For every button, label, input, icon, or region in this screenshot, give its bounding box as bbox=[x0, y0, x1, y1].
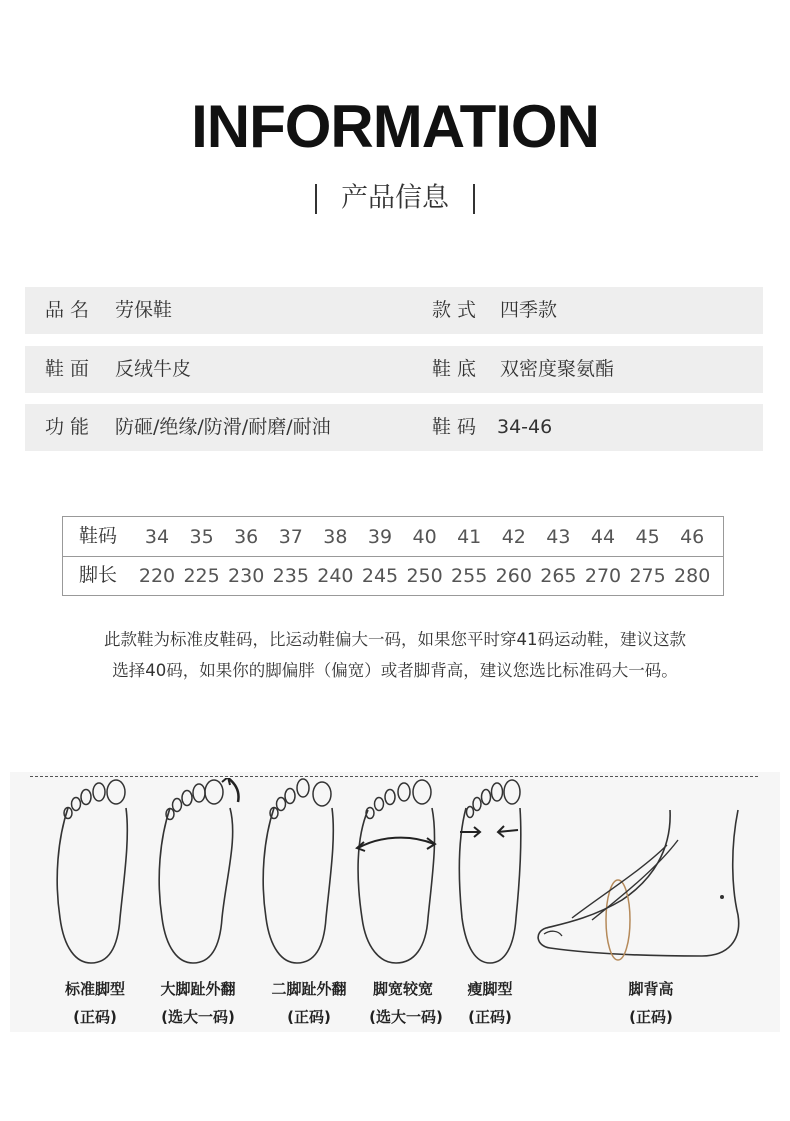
size-cell: 40 bbox=[412, 526, 437, 548]
size-cell: 39 bbox=[367, 526, 393, 548]
info-label: 鞋 码 bbox=[432, 416, 477, 438]
info-value: 防砸/绝缘/防滑/耐磨/耐油 bbox=[115, 416, 331, 438]
length-cell: 235 bbox=[272, 565, 309, 587]
foot-type-advice: (正码) bbox=[468, 1008, 512, 1026]
size-cell: 36 bbox=[234, 526, 259, 548]
high-instep-foot-icon bbox=[532, 800, 747, 970]
info-label: 功 能 bbox=[45, 416, 90, 438]
length-row-header: 脚长 bbox=[79, 564, 118, 586]
info-row bbox=[25, 404, 763, 451]
foot-type-name: 脚背高 bbox=[628, 980, 674, 998]
foot-type-advice: (正码) bbox=[73, 1008, 117, 1026]
foot-type-name: 脚宽较宽 bbox=[372, 980, 433, 998]
foot-type-advice: (选大一码) bbox=[161, 1008, 235, 1026]
length-row bbox=[63, 556, 723, 595]
note-line-2: 选择40码，如果你的脚偏胖（偏宽）或者脚背高，建议您选比标准码大一码。 bbox=[112, 661, 678, 680]
note-line-1: 此款鞋为标准皮鞋码，比运动鞋偏大一码，如果您平时穿41码运动鞋，建议这款 bbox=[104, 630, 686, 649]
foot-type-name: 标准脚型 bbox=[64, 980, 125, 998]
length-cell: 245 bbox=[361, 565, 399, 587]
size-cell: 46 bbox=[680, 526, 705, 548]
info-value: 劳保鞋 bbox=[115, 299, 173, 321]
info-row bbox=[25, 287, 763, 334]
length-cell: 230 bbox=[228, 565, 265, 587]
length-cell: 255 bbox=[451, 565, 488, 587]
size-cell: 42 bbox=[501, 526, 526, 548]
size-row-header: 鞋码 bbox=[79, 525, 118, 547]
length-cell: 265 bbox=[540, 565, 577, 587]
info-label: 鞋 面 bbox=[45, 358, 90, 380]
second-toe-foot-icon bbox=[252, 778, 342, 968]
foot-type-advice: (正码) bbox=[629, 1008, 673, 1026]
length-cell: 270 bbox=[584, 565, 622, 587]
info-label: 鞋 底 bbox=[432, 358, 477, 380]
foot-type-advice: (正码) bbox=[287, 1008, 331, 1026]
foot-type-advice: (选大一码) bbox=[369, 1008, 443, 1026]
divider-left bbox=[315, 184, 317, 214]
page-subtitle bbox=[0, 180, 790, 217]
info-value: 34-46 bbox=[497, 416, 553, 438]
length-cell: 220 bbox=[138, 565, 176, 587]
divider-right bbox=[473, 184, 475, 214]
size-cell: 38 bbox=[323, 526, 348, 548]
size-table bbox=[62, 516, 724, 596]
size-cell: 43 bbox=[546, 526, 571, 548]
subtitle-text: 产品信息 bbox=[341, 182, 449, 214]
wide-foot-icon bbox=[350, 778, 445, 968]
size-cell: 41 bbox=[457, 526, 482, 548]
length-cell: 275 bbox=[629, 565, 666, 587]
standard-foot-icon bbox=[46, 778, 136, 968]
foot-type-name: 瘦脚型 bbox=[467, 980, 513, 998]
size-cell: 45 bbox=[635, 526, 660, 548]
size-cell: 44 bbox=[590, 526, 616, 548]
dashed-guide-line bbox=[30, 776, 758, 777]
size-cell: 34 bbox=[144, 526, 170, 548]
size-cell: 35 bbox=[189, 526, 214, 548]
info-row bbox=[25, 346, 763, 393]
info-value: 四季款 bbox=[500, 299, 558, 321]
info-label: 品 名 bbox=[45, 299, 90, 321]
foot-type-name: 二脚趾外翻 bbox=[271, 980, 347, 998]
info-value: 双密度聚氨酯 bbox=[500, 358, 615, 380]
length-cell: 225 bbox=[183, 565, 220, 587]
length-cell: 240 bbox=[317, 565, 354, 587]
info-label: 款 式 bbox=[432, 299, 477, 321]
length-cell: 260 bbox=[495, 565, 532, 587]
page-title: INFORMATION bbox=[191, 93, 599, 160]
size-row bbox=[63, 517, 723, 557]
info-value: 反绒牛皮 bbox=[115, 358, 192, 380]
bunion-foot-icon bbox=[148, 778, 243, 968]
size-cell: 37 bbox=[278, 526, 303, 548]
foot-type-name: 大脚趾外翻 bbox=[160, 980, 236, 998]
length-cell: 250 bbox=[406, 565, 443, 587]
length-cell: 280 bbox=[674, 565, 711, 587]
slim-foot-icon bbox=[452, 778, 532, 968]
